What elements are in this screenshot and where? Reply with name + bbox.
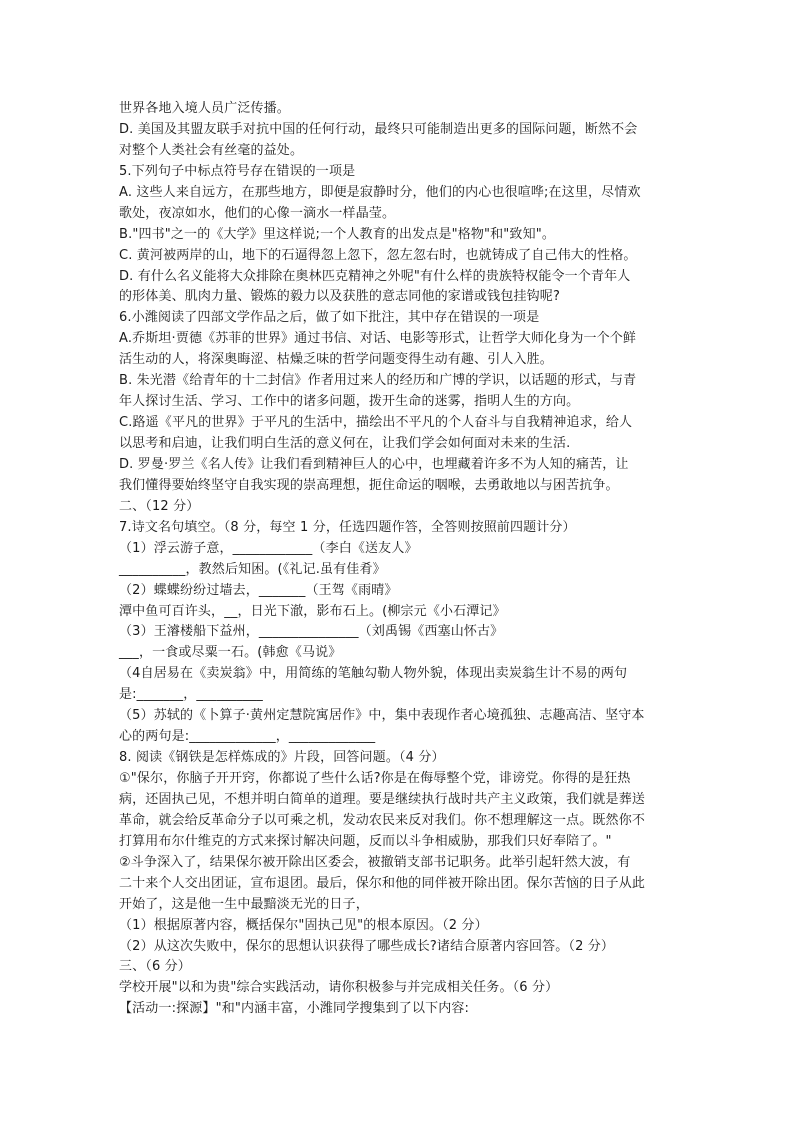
text-line: 世界各地入境人员广泛传播。 — [119, 101, 290, 116]
text-line: 病，还固执己见，不想并明白简单的道理。要是继续执行战时共产主义政策，我们就是葬送 — [119, 791, 646, 807]
text-line: （2）从这次失败中，保尔的思想认识获得了哪些成长?诸结合原著内容回答。（2 分） — [119, 938, 615, 954]
text-line: （1）根据原著内容，概括保尔"固执己见"的根本原因。（2 分） — [119, 917, 488, 933]
text-line: 是:_______，__________ — [119, 687, 263, 703]
text-line: A. 这些人来自远方，在那些地方，即便是寂静时分，他们的内心也很喧哗;在这里，尽情欢 — [119, 184, 641, 200]
text-line: C.路遥《平凡的世界》于平凡的生活中，描绘出不平凡的个人奋斗与自我精神追求，给人 — [119, 415, 633, 431]
text-line: D. 罗曼·罗兰《名人传》让我们看到精神巨人的心中，也埋藏着许多不为人知的痛苦，让 — [119, 456, 629, 472]
question-heading: 6.小潍阅读了四部文学作品之后，做了如下批注，其中存在错误的一项是 — [119, 310, 540, 326]
text-line: 革命，就会给反革命分子以可乘之机，发动农民来反对我们。你不想理解这一点。既然你不 — [119, 812, 646, 828]
text-line: 【活动一:探源】"和"内涵丰富，小潍同学搜集到了以下内容: — [119, 1001, 470, 1017]
text-line: C. 黄河被两岸的山，地下的石逼得忽上忽下，忽左忽右时，也就铸成了自己伟大的性格。 — [119, 247, 637, 263]
text-line: ①"保尔，你脑子开开窍，你都说了些什么话?你是在侮辱整个党，诽谤党。你得的是狂热 — [119, 771, 631, 786]
text-line: D. 美国及其盟友联手对抗中国的任何行动，最终只可能制造出更多的国际问题，断然不会 — [119, 121, 638, 137]
text-line: （3）王濬楼船下益州，_______________（刘禹锡《西塞山怀古》 — [119, 624, 504, 640]
text-line: 对整个人类社会有丝毫的益处。 — [119, 142, 304, 158]
text-line: 开始了，这是他一生中最黯淡无光的日子， — [119, 896, 369, 912]
text-line: （4自居易在《卖炭翁》中，用简练的笔触勾勒人物外貌，体现出卖炭翁生计不易的两句 — [119, 666, 628, 682]
text-line: A.乔斯坦·贾德《苏菲的世界》通过书信、对话、电影等形式，让哲学大师化身为一个个鲜 — [119, 331, 637, 347]
text-line: 潭中鱼可百许头，__，日光下澈，影布石上。(柳宗元《小石潭记》 — [119, 603, 506, 619]
text-line: 活生动的人，将深奥晦涩、枯燥乏味的哲学问题变得生动有趣、引人入胜。 — [119, 352, 553, 368]
text-line: 年人探讨生活、学习、工作中的诸多问题，拨开生命的迷雾，指明人生的方向。 — [119, 394, 580, 410]
question-heading: 5.下列句子中标点符号存在错误的一项是 — [119, 163, 356, 179]
text-line: B. 朱光潜《给青年的十二封信》作者用过来人的经历和广博的学识，以话题的形式，与青 — [119, 373, 637, 389]
text-line: D. 有什么名义能将大众排除在奥林匹克精神之外呢"有什么样的贵族特权能令一个青年人 — [119, 268, 631, 284]
text-line: 我们懂得要始终坚守自我实现的崇高理想，扼住命运的咽喉，去勇敢地以与困苦抗争。 — [119, 477, 619, 493]
text-line: 歌处，夜凉如水，他们的心像一滴水一样晶莹。 — [119, 205, 396, 221]
text-line: 二十来个人交出团证，宣布退团。最后，保尔和他的同伴被开除出团。保尔苦恼的日子从此 — [119, 875, 646, 891]
text-line: （2）蝶蝶纷纷过墙去，_______（王驾《雨晴》 — [119, 582, 398, 598]
question-heading: 7.诗文名句填空。（8 分，每空 1 分，任选四题作答，全答则按照前四题计分） — [119, 519, 576, 535]
section-heading: 三、（6 分） — [119, 959, 191, 975]
text-line: B."四书"之一的《大学》里这样说;一个人教育的出发点是"格物"和"致知"。 — [119, 226, 556, 242]
text-line: __________，教然后知困。(《礼记.虽有佳肴》 — [119, 561, 386, 577]
text-line: 心的两句是:_____________，_____________ — [119, 729, 376, 745]
text-line: 以思考和启迪，让我们明白生活的意义何在，让我们学会如何面对未来的生活. — [119, 436, 571, 451]
text-line: ②斗争深入了，结果保尔被开除出区委会，被撤销支部书记职务。此举引起轩然大波，有 — [119, 854, 631, 870]
text-line: （5）苏轼的《卜算子·黄州定慧院寓居作》中，集中表现作者心境孤独、志趣高洁、坚守本 — [119, 708, 645, 724]
text-line: （1）浮云游子意，____________（李白《送友人》 — [119, 540, 418, 556]
text-line: 打算用布尔什维克的方式来探讨解决问题，反而以斗争相威胁，那我们只好奉陪了。" — [119, 833, 612, 849]
section-heading: 二、（12 分） — [119, 498, 200, 514]
text-line: ___，一食或尽粟一石。(韩愈《马说》 — [119, 645, 342, 661]
document-page — [119, 99, 679, 1020]
question-heading: 8. 阅读《钢铁是怎样炼成的》片段，回答问题。（4 分） — [119, 750, 445, 766]
text-line: 学校开展"以和为贵"综合实践活动，请你积极参与并完成相关任务。（6 分） — [119, 980, 559, 996]
text-line: 的形体美、肌肉力量、锻炼的毅力以及获胜的意志同他的家谱或钱包挂钩呢? — [119, 289, 561, 305]
